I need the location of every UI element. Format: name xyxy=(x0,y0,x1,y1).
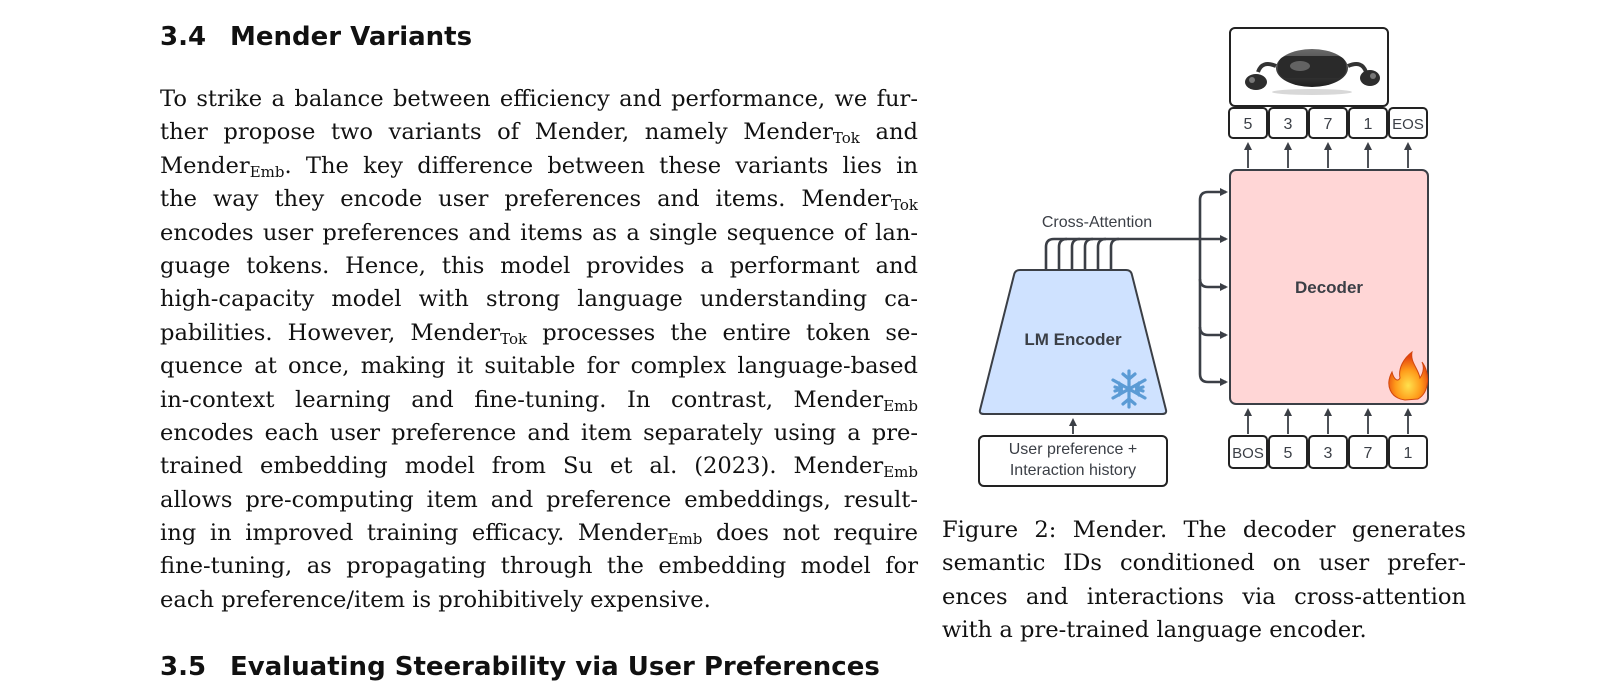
caption-line: with a pre-trained language encoder. xyxy=(942,617,1367,644)
decoder-label: Decoder xyxy=(1294,278,1364,297)
input-token xyxy=(1349,436,1387,468)
cross-attention-arrow xyxy=(1200,374,1226,382)
text-line: pabilities. However, Mender$_{Tok}$ processes the entire token se- xyxy=(160,319,919,348)
input-box-line1: User preference + xyxy=(1008,441,1138,458)
input-token xyxy=(1269,436,1307,468)
cross-attention-stub xyxy=(1046,239,1054,270)
text-line: the way they encode user preferences and items. Mender$_{Tok}$ xyxy=(160,186,918,215)
input-token-label: 3 xyxy=(1323,445,1333,462)
vr-headset-image xyxy=(1230,28,1388,106)
output-token-label: EOS xyxy=(1392,116,1424,133)
cross-attention-stub xyxy=(1098,239,1106,270)
input-token-label: 5 xyxy=(1283,445,1293,462)
caption-line: ences and interactions via cross-attention xyxy=(942,583,1466,610)
output-token xyxy=(1389,108,1427,138)
text-line: To strike a balance between efficiency and performance, we fur- xyxy=(160,86,918,112)
text-line: encodes user preferences and items as a single sequence of lan- xyxy=(160,219,918,246)
input-token xyxy=(1389,436,1427,468)
output-token-row xyxy=(1229,108,1427,138)
output-token xyxy=(1309,108,1347,138)
input-token-label: BOS xyxy=(1232,445,1264,462)
text-line: high-capacity model with strong language understanding ca- xyxy=(160,286,918,313)
text-line: fine-tuning, as propagating through the embedding model for xyxy=(160,553,918,580)
text-line: encodes each user preference and item separately using a pre- xyxy=(160,419,918,446)
text-line: ther propose two variants of Mender, namely Mender$_{Tok}$ and xyxy=(160,119,918,148)
cross-attention-arrow xyxy=(1200,192,1226,200)
section-number: 3.4 xyxy=(160,22,207,52)
text-line: guage tokens. Hence, this model provides a performant and xyxy=(160,252,918,279)
text-line: in-context learning and fine-tuning. In contrast, Mender$_{Emb}$ xyxy=(160,386,918,415)
cross-attention-arrow xyxy=(1200,279,1226,287)
text-line: quence at once, making it suitable for complex language-based xyxy=(160,353,918,380)
input-token-row xyxy=(1229,436,1427,468)
caption-line: semantic IDs conditioned on user prefer- xyxy=(942,550,1466,577)
section-number: 3.5 xyxy=(160,652,207,682)
text-line: trained embedding model from Su et al. (2023). Mender$_{Emb}$ xyxy=(160,453,918,482)
cross-attention-stub xyxy=(1059,239,1067,270)
text-line: allows pre-computing item and preference embeddings, result- xyxy=(160,486,918,513)
cross-attention-stub xyxy=(1111,239,1119,270)
figure-caption xyxy=(942,514,1466,648)
section-title: Evaluating Steerability via User Preferences xyxy=(230,652,880,682)
output-token-label: 7 xyxy=(1323,116,1333,133)
output-token-label: 5 xyxy=(1243,116,1253,133)
output-token-label: 3 xyxy=(1283,116,1293,133)
section-title: Mender Variants xyxy=(230,22,473,52)
caption-line: Figure 2: Mender. The decoder generates xyxy=(942,517,1466,543)
text-line: ing in improved training efficacy. Mender$_{Emb}$ does not require xyxy=(160,520,918,549)
input-token-label: 1 xyxy=(1403,445,1413,462)
input-token-label: 7 xyxy=(1363,445,1373,462)
lm-encoder-label: LM Encoder xyxy=(1024,330,1122,349)
output-token-label: 1 xyxy=(1363,116,1373,133)
output-token xyxy=(1269,108,1307,138)
input-token xyxy=(1229,436,1267,468)
input-box-line2: Interaction history xyxy=(1009,462,1137,479)
cross-attention-arrow xyxy=(1200,327,1226,335)
input-token xyxy=(1309,436,1347,468)
output-token xyxy=(1349,108,1387,138)
cross-attention-stub xyxy=(1085,239,1093,270)
cross-attention-label: Cross-Attention xyxy=(1041,214,1153,231)
output-token xyxy=(1229,108,1267,138)
text-line: Mender$_{Emb}$. The key difference between these variants lies in xyxy=(160,152,918,181)
cross-attention-stub xyxy=(1072,239,1080,270)
text-line: each preference/item is prohibitively expensive. xyxy=(160,586,711,613)
